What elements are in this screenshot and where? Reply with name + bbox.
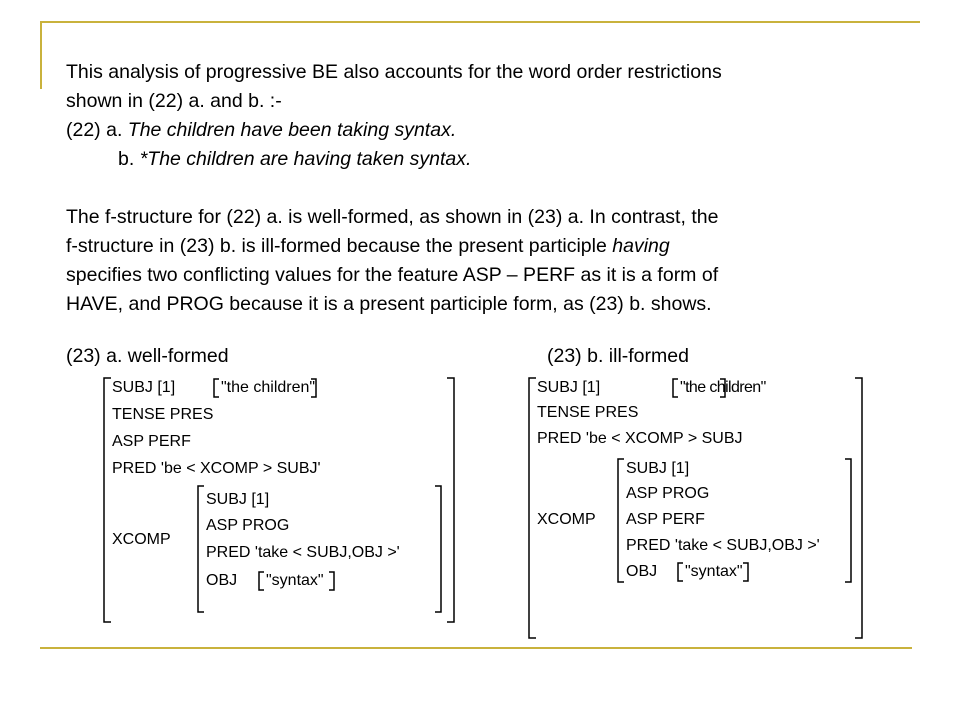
example-22b-sentence: *The children are having taken syntax.	[139, 148, 472, 170]
b-xcomp-label: XCOMP	[537, 511, 596, 528]
a-xcomp-label: XCOMP	[112, 531, 171, 548]
b-xcomp-subj: SUBJ [1]	[626, 460, 690, 477]
para2-line4: HAVE, and PROG because it is a present participle form, as (23) b. shows.	[66, 293, 712, 315]
a-tense: TENSE PRES	[112, 406, 214, 423]
para1-line1: This analysis of progressive BE also accounts for the word order restrictions	[66, 61, 722, 83]
a-subj-value: "the children"	[221, 379, 316, 396]
b-xcomp-obj-value: "syntax"	[685, 563, 743, 580]
example-22a-sentence: The children have been taking syntax.	[127, 119, 457, 141]
a-xcomp-obj-value: "syntax"	[266, 572, 324, 589]
a-asp: ASP PERF	[112, 433, 191, 450]
para1-line2: shown in (22) a. and b. :-	[66, 90, 282, 112]
para2-line2-italic: having	[612, 235, 670, 257]
b-tense: TENSE PRES	[537, 404, 639, 421]
b-xcomp-asp-prog: ASP PROG	[626, 485, 710, 502]
caption-23a: (23) a. well-formed	[66, 345, 229, 367]
para2-line1: The f-structure for (22) a. is well-formed, as shown in (23) a. In contrast, the	[66, 206, 719, 228]
caption-23b: (23) b. ill-formed	[547, 345, 689, 367]
a-subj: SUBJ [1]	[112, 379, 176, 396]
a-xcomp-pred: PRED 'take < SUBJ,OBJ >'	[206, 544, 400, 561]
a-xcomp-subj: SUBJ [1]	[206, 491, 270, 508]
b-subj-value: "the children"	[680, 379, 766, 396]
b-xcomp-obj: OBJ	[626, 563, 658, 580]
b-xcomp-asp-perf: ASP PERF	[626, 511, 705, 528]
example-22b-label: b.	[118, 148, 140, 170]
para2-line3: specifies two conflicting values for the feature ASP – PERF as it is a form of	[66, 264, 719, 286]
a-pred: PRED 'be < XCOMP > SUBJ'	[112, 460, 321, 477]
example-22a-label: (22) a.	[66, 119, 128, 141]
b-xcomp-pred: PRED 'take < SUBJ,OBJ >'	[626, 537, 820, 554]
a-xcomp-obj: OBJ	[206, 572, 238, 589]
b-pred: PRED 'be < XCOMP > SUBJ	[537, 430, 743, 447]
para2-line2-text: f-structure in (23) b. is ill-formed because the present participle	[66, 235, 613, 257]
b-subj: SUBJ [1]	[537, 379, 601, 396]
a-xcomp-asp: ASP PROG	[206, 517, 290, 534]
